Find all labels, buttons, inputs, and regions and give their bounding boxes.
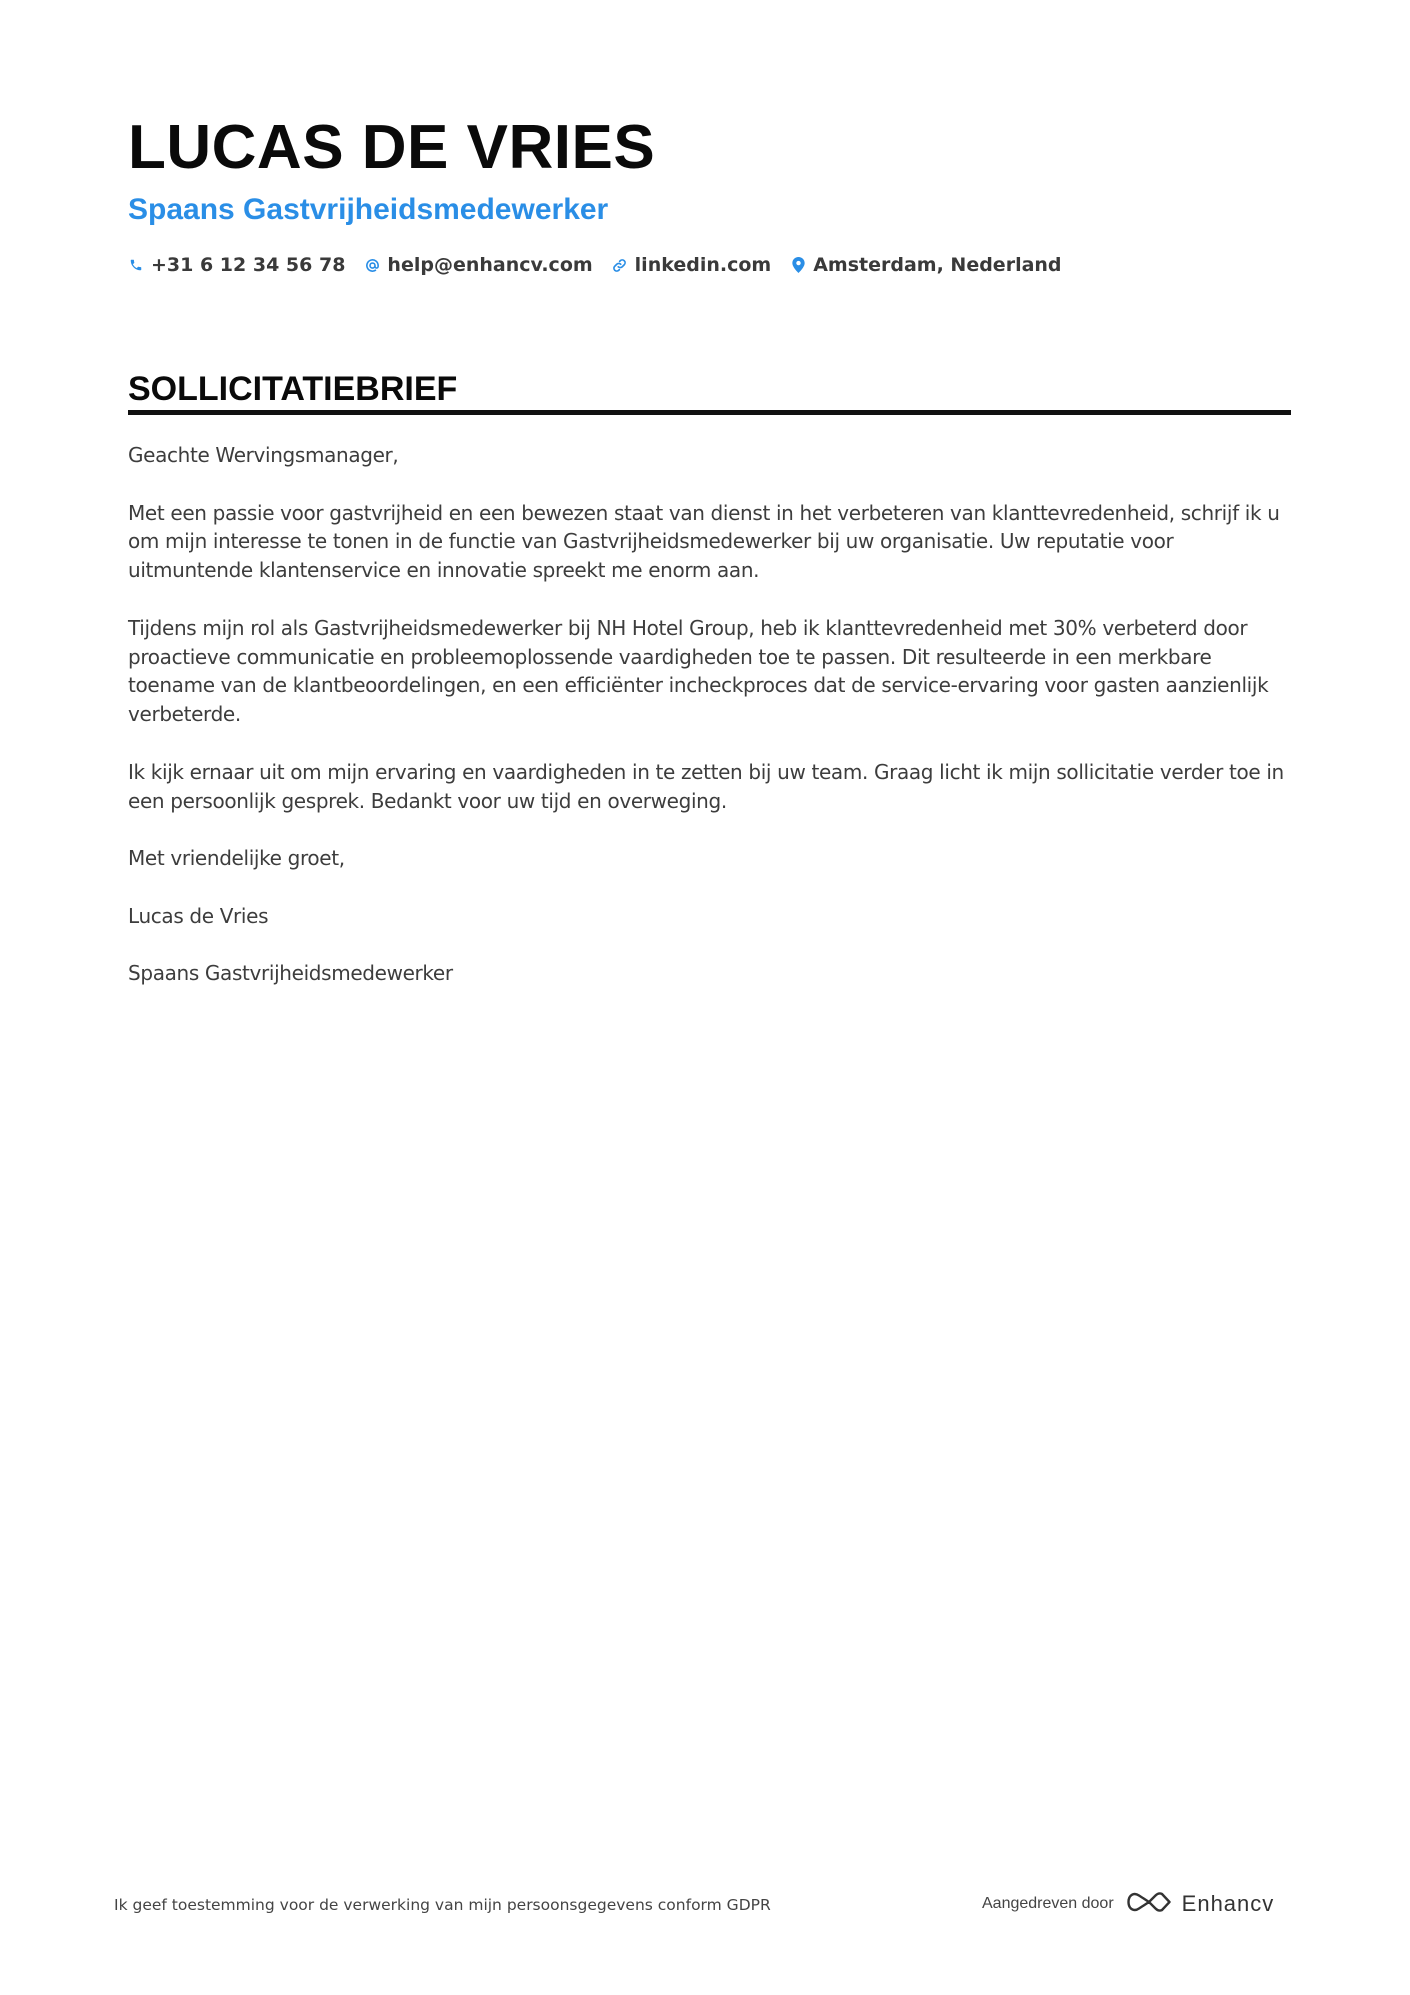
contact-email: [364, 254, 592, 276]
contact-linkedin: [612, 254, 772, 276]
phone-icon: [128, 256, 144, 274]
enhancv-brand-name: Enhancv: [1181, 1891, 1275, 1916]
powered-by: [982, 1890, 1274, 1918]
contact-location: [790, 254, 1061, 276]
signature-name: Lucas de Vries: [128, 903, 269, 928]
contact-email-text: help@enhancv.com: [387, 254, 593, 276]
salutation: Geachte Wervingsmanager,: [128, 443, 399, 467]
section-divider: [128, 410, 1291, 415]
link-icon: [612, 256, 628, 274]
closing: Met vriendelijke groet,: [128, 846, 345, 871]
enhancv-logo[interactable]: [1126, 1890, 1275, 1918]
letter-body: [128, 441, 1298, 1017]
gdpr-consent: Ik geef toestemming voor de verwerking van mijn persoonsgegevens conform GDPR: [114, 1896, 771, 1914]
location-pin-icon: [790, 256, 806, 274]
letter-paragraph: Tijdens mijn rol als Gastvrijheidsmedewerker bij NH Hotel Group, heb ik klanttevredenheid met 30% verbeterd door proactieve communicatie en probleemoplossende vaardigheden toe te passen. Dit resulteerde in een merkbare toename van de klantbeoordelingen, en een efficiënter incheckproces dat de service-ervaring voor gasten aanzienlijk verbeterde.: [128, 615, 1269, 727]
section-heading: SOLLICITATIEBRIEF: [128, 370, 458, 408]
contact-location-text: Amsterdam, Nederland: [813, 254, 1062, 276]
contact-linkedin-text: linkedin.com: [634, 254, 772, 276]
contact-phone-text: +31 6 12 34 56 78: [151, 254, 346, 276]
at-icon: [364, 256, 380, 274]
letter-paragraph: Ik kijk ernaar uit om mijn ervaring en vaardigheden in te zetten bij uw team. Graag licht ik mijn sollicitatie verder toe in een persoonlijk gesprek. Bedankt voor uw tijd en overweging.: [128, 759, 1284, 813]
powered-by-label: Aangedreven door: [982, 1895, 1114, 1912]
contact-bar: [128, 254, 1081, 276]
signature-title: Spaans Gastvrijheidsmedewerker: [128, 961, 453, 986]
letter-paragraph: Met een passie voor gastvrijheid en een bewezen staat van dienst in het verbeteren van klanttevredenheid, schrijf ik u om mijn interesse te tonen in de functie van Gastvrijheidsmedewerker bij uw organisatie. Uw reputatie voor uitmuntende klantenservice en innovatie spreekt me enorm aan.: [128, 500, 1280, 583]
contact-phone: [128, 254, 345, 276]
candidate-name: LUCAS DE VRIES: [128, 113, 656, 182]
job-title: Spaans Gastvrijheidsmedewerker: [128, 193, 609, 226]
enhancv-logo-icon: [1126, 1890, 1172, 1918]
